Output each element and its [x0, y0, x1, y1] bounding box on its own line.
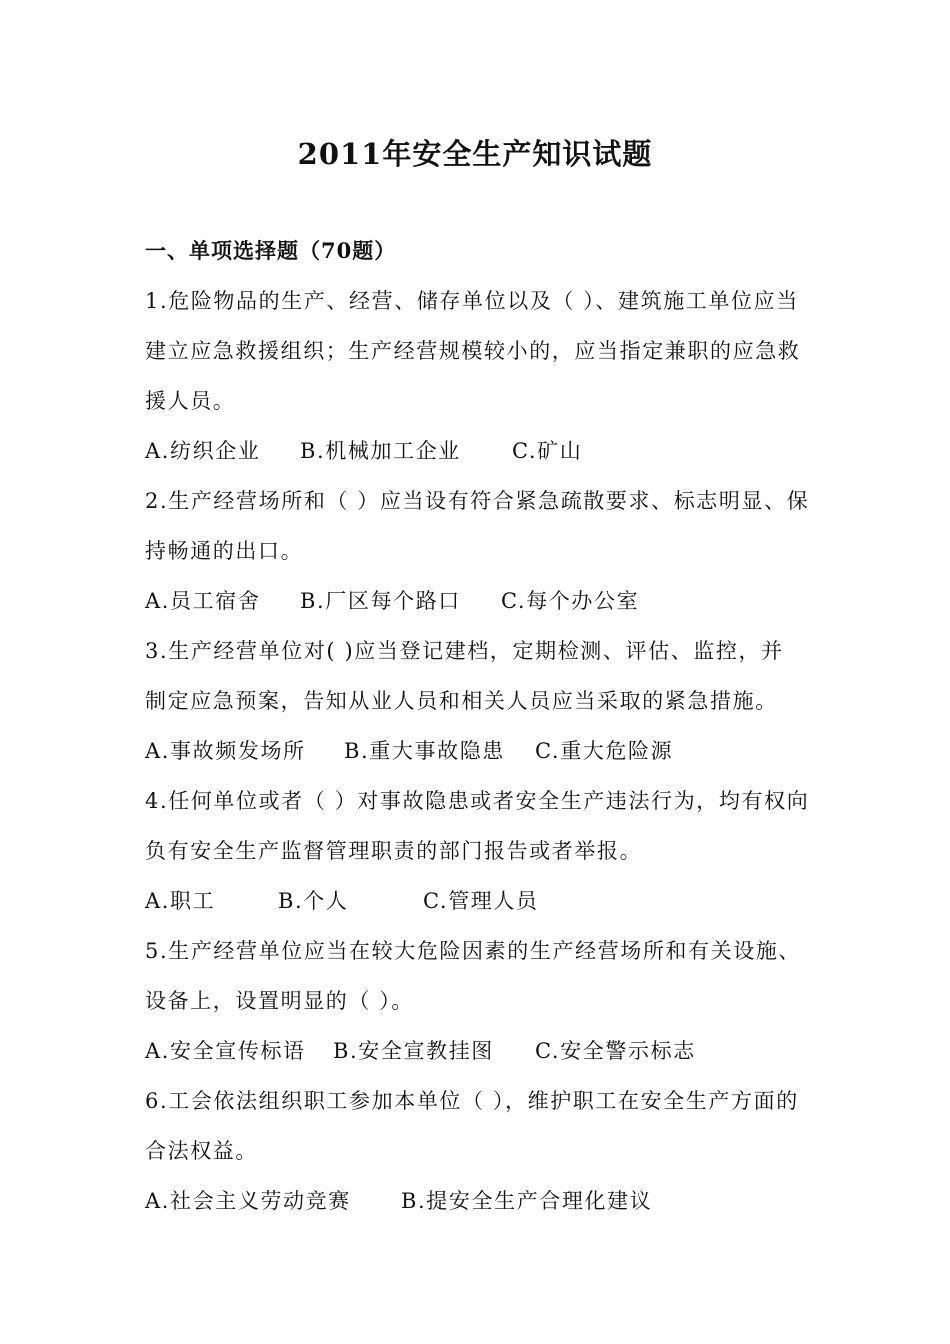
question-text-line: 负有安全生产监督管理职责的部门报告或者举报。 [145, 839, 643, 863]
question-text-line: 设备上，设置明显的（ ）。 [145, 989, 414, 1013]
question-4 [145, 782, 810, 932]
answer-options [145, 582, 810, 632]
answer-options [145, 1182, 810, 1232]
question-text-line: 3.生产经营单位对( )应当登记建档，定期检测、评估、监控，并 [145, 639, 784, 663]
option-b: B.重大事故隐患 [344, 739, 505, 763]
option-b: B.提安全生产合理化建议 [401, 1189, 653, 1213]
question-text-line: 2.生产经营场所和（ ）应当设有符合紧急疏散要求、标志明显、保 [145, 489, 810, 513]
question-text-line: 4.任何单位或者（ ）对事故隐患或者安全生产违法行为，均有权向 [145, 789, 810, 813]
option-c: C.矿山 [512, 439, 583, 463]
option-b: B.安全宣教挂图 [333, 1039, 494, 1063]
option-c: C.重大危险源 [535, 739, 674, 763]
document-title: 2011年安全生产知识试题 [297, 137, 653, 171]
option-b: B.机械加工企业 [300, 439, 461, 463]
question-text-line: 持畅通的出口。 [145, 539, 304, 563]
question-5 [145, 932, 810, 1082]
option-a: A.事故频发场所 [145, 739, 306, 763]
question-1 [145, 282, 810, 482]
question-text-line: 制定应急预案，告知从业人员和相关人员应当采取的紧急措施。 [145, 689, 778, 713]
answer-options [145, 882, 810, 932]
document-body [145, 232, 810, 1232]
section-heading: 一、单项选择题（70题） [145, 238, 397, 263]
option-b: B.厂区每个路口 [300, 589, 461, 613]
option-a: A.安全宣传标语 [145, 1039, 306, 1063]
question-3 [145, 632, 810, 782]
question-text-line: 建立应急救援组织；生产经营规模较小的，应当指定兼职的应急救 [145, 339, 801, 363]
option-a: A.员工宿舍 [145, 589, 261, 613]
question-text-line: 5.生产经营单位应当在较大危险因素的生产经营场所和有关设施、 [145, 939, 802, 963]
option-a: A.纺织企业 [145, 439, 261, 463]
option-c: C.每个办公室 [501, 589, 640, 613]
question-2 [145, 482, 810, 632]
question-text-line: 1.危险物品的生产、经营、储存单位以及（ ）、建筑施工单位应当 [145, 289, 799, 313]
answer-options [145, 732, 810, 782]
answer-options [145, 432, 810, 482]
option-a: A.职工 [145, 889, 216, 913]
question-text-line: 合法权益。 [145, 1139, 258, 1163]
question-6 [145, 1082, 810, 1232]
option-b: B.个人 [278, 889, 349, 913]
option-a: A.社会主义劳动竞赛 [145, 1189, 351, 1213]
option-c: C.安全警示标志 [535, 1039, 696, 1063]
question-text-line: 援人员。 [145, 389, 236, 413]
answer-options [145, 1032, 810, 1082]
question-text-line: 6.工会依法组织职工参加本单位（ ），维护职工在安全生产方面的 [145, 1089, 799, 1113]
option-c: C.管理人员 [423, 889, 539, 913]
